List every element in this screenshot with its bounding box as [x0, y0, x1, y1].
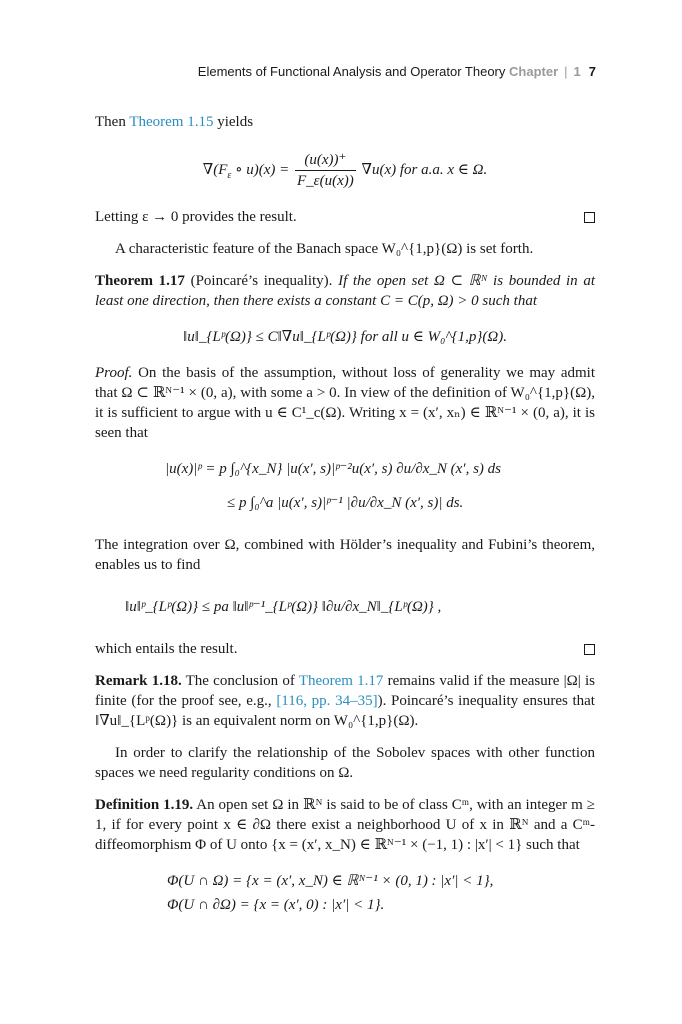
equation-phi-1: Φ(U ∩ Ω) = {x = (x′, x_N) ∈ ℝᴺ⁻¹ × (0, 1) : |x′| < 1},	[167, 873, 494, 889]
integration-paragraph: The integration over Ω, combined with Hölder’s inequality and Fubini’s theorem, enables us to find	[95, 537, 595, 573]
theorem-1-17-link[interactable]: Theorem 1.17	[298, 673, 384, 689]
proof-text: On the basis of the assumption, without loss of generality we may admit that Ω ⊂ ℝᴺ⁻¹ × (0, a), with some a > 0. In view of the definition of W₀^{1,p}(Ω), it is sufficient to argue with u ∈ C¹_c(Ω). Writing x = (x′, xₙ) ∈ ℝᴺ⁻¹ × (0, a), it is seen that	[95, 365, 595, 441]
eq2-line1: |u(x)|ᵖ = p ∫₀^{x_N} |u(x′, s)|ᵖ⁻²u(x′, s) ∂u/∂x_N (x′, s) ds	[165, 461, 502, 477]
page-content	[95, 112, 595, 919]
chapter-number: 1	[573, 64, 581, 79]
remark-text-2: remains valid if the measure |Ω| is finite (for the proof see, e.g.,	[95, 673, 595, 709]
equation-gradient	[95, 150, 595, 191]
qed-box-icon-2	[584, 644, 595, 655]
then-prefix: Then	[95, 114, 130, 130]
entails-text: which entails the result.	[95, 641, 238, 657]
theorem-name: (Poincaré’s inequality).	[184, 273, 339, 289]
theorem-label: Theorem 1.17	[95, 273, 185, 289]
definition-1-19	[95, 795, 595, 855]
equation-holder: ‖u‖ᵖ_{Lᵖ(Ω)} ≤ pa ‖u‖ᵖ⁻¹_{Lᵖ(Ω)} ‖∂u/∂x_N‖_{Lᵖ(Ω)} ,	[125, 599, 442, 615]
eq1-denominator: F_ε(u(x))	[297, 173, 354, 189]
proof-paragraph	[95, 363, 595, 443]
citation-link[interactable]: [116, pp. 34–35]	[276, 693, 378, 709]
remark-text-1: The conclusion of	[181, 673, 299, 689]
theorem-statement: If the open set Ω ⊂ ℝᴺ is bounded in at least one direction, then there exists a constant C = C(p, Ω) > 0 such that	[95, 273, 595, 309]
eq1-fraction	[295, 150, 356, 191]
eq1-lhs-rest: ∘ u)(x) =	[231, 161, 293, 178]
theorem-1-15-link[interactable]: Theorem 1.15	[129, 114, 214, 130]
eq1-rhs: ∇u(x) for a.a. x ∈ Ω.	[361, 161, 488, 178]
equation-phi-2: Φ(U ∩ ∂Ω) = {x = (x′, 0) : |x′| < 1}.	[167, 897, 385, 913]
remark-text-3: ). Poincaré’s inequality ensures that ‖∇u‖_{Lᵖ(Ω)} is an equivalent norm on W₀^{1,p}(Ω).	[95, 693, 595, 729]
chapter-label: Chapter	[509, 64, 559, 79]
remark-1-18	[95, 671, 595, 731]
definition-text: An open set Ω in ℝᴺ is said to be of class Cᵐ, with an integer m ≥ 1, if for every point x ∈ ∂Ω there exist a neighborhood U of x in ℝᴺ and a Cᵐ-diffeomorphism Φ of U onto {x = (x′, x_N) ∈ ℝᴺ⁻¹ × (−1, 1) : |x′| < 1} such that	[95, 797, 595, 853]
header-separator: |	[564, 64, 568, 79]
equation-integral-1	[95, 459, 595, 479]
letting-line	[95, 207, 595, 227]
char-feature-paragraph: A characteristic feature of the Banach space W₀^{1,p}(Ω) is set forth.	[115, 241, 534, 257]
book-title: Elements of Functional Analysis and Operator Theory	[197, 64, 506, 79]
theorem-1-17	[95, 271, 595, 311]
clarify-paragraph: In order to clarify the relationship of the Sobolev spaces with other function spaces we need regularity conditions on Ω.	[95, 745, 595, 781]
eq1-numerator: (u(x))⁺	[295, 150, 356, 171]
entails-line	[95, 639, 595, 659]
eq1-lhs: ∇(F	[202, 161, 228, 178]
eq1-sub: ε	[227, 169, 232, 181]
definition-label: Definition 1.19.	[95, 797, 194, 813]
eq2-line2: ≤ p ∫₀^a |u(x′, s)|ᵖ⁻¹ |∂u/∂x_N (x′, s)| ds.	[227, 495, 464, 511]
then-line	[95, 112, 595, 132]
qed-box-icon	[584, 212, 595, 223]
equation-poincare: ‖u‖_{Lᵖ(Ω)} ≤ C‖∇u‖_{Lᵖ(Ω)} for all u ∈ W₀^{1,p}(Ω).	[183, 329, 507, 345]
proof-label: Proof.	[95, 365, 133, 381]
letting-text: Letting ε → 0 provides the result.	[95, 209, 297, 225]
page-number: 7	[588, 64, 596, 79]
then-suffix: yields	[213, 114, 254, 130]
remark-label: Remark 1.18.	[95, 673, 182, 689]
running-header	[198, 64, 596, 79]
equation-integral-2	[95, 493, 595, 513]
